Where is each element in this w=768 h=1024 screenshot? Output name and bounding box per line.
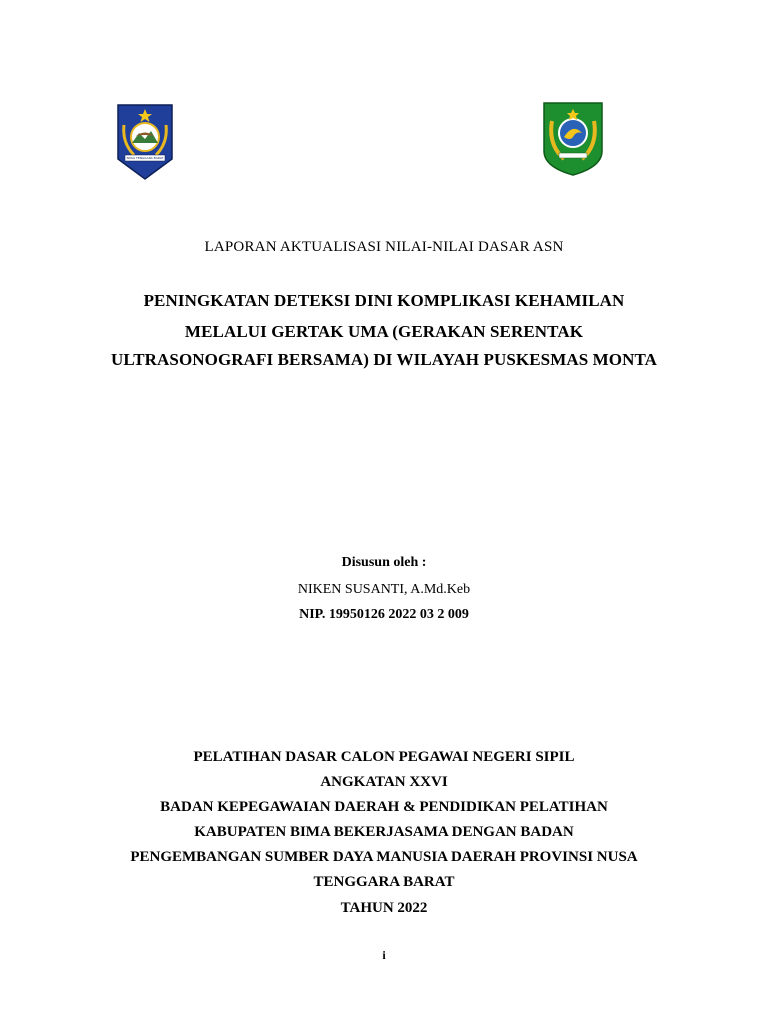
author-name: NIKEN SUSANTI, A.Md.Keb [297,582,471,597]
bima-regency-logo [542,101,604,177]
title-line-3: ULTRASONOGRAFI BERSAMA) DI WILAYAH PUSKESMAS MONTA [110,350,658,369]
title-line-1: PENINGKATAN DETEKSI DINI KOMPLIKASI KEHAMILAN [143,291,625,310]
institution-line-6: TENGGARA BARAT [313,874,455,890]
report-type-heading: LAPORAN AKTUALISASI NILAI-NILAI DASAR ASN [204,239,564,255]
ntb-province-emblem-icon [116,103,174,181]
institution-year: TAHUN 2022 [340,900,428,916]
institution-line-4: KABUPATEN BIMA BEKERJASAMA DENGAN BADAN [194,824,574,840]
bima-regency-emblem-icon [542,101,604,177]
institution-line-3: BADAN KEPEGAWAIAN DAERAH & PENDIDIKAN PELATIHAN [160,799,608,815]
institution-line-1: PELATIHAN DASAR CALON PEGAWAI NEGERI SIPIL [193,749,575,765]
page-number: i [382,948,386,962]
institution-line-5: PENGEMBANGAN SUMBER DAYA MANUSIA DAERAH PROVINSI NUSA [130,849,638,865]
logo-banner-text: NUSA TENGGARA BARAT [126,156,164,160]
ntb-province-logo [116,103,174,181]
title-line-2: MELALUI GERTAK UMA (GERAKAN SERENTAK [184,322,584,341]
institution-line-2: ANGKATAN XXVI [320,774,448,790]
author-label: Disusun oleh : [341,555,427,570]
author-nip: NIP. 19950126 2022 03 2 009 [299,607,469,622]
